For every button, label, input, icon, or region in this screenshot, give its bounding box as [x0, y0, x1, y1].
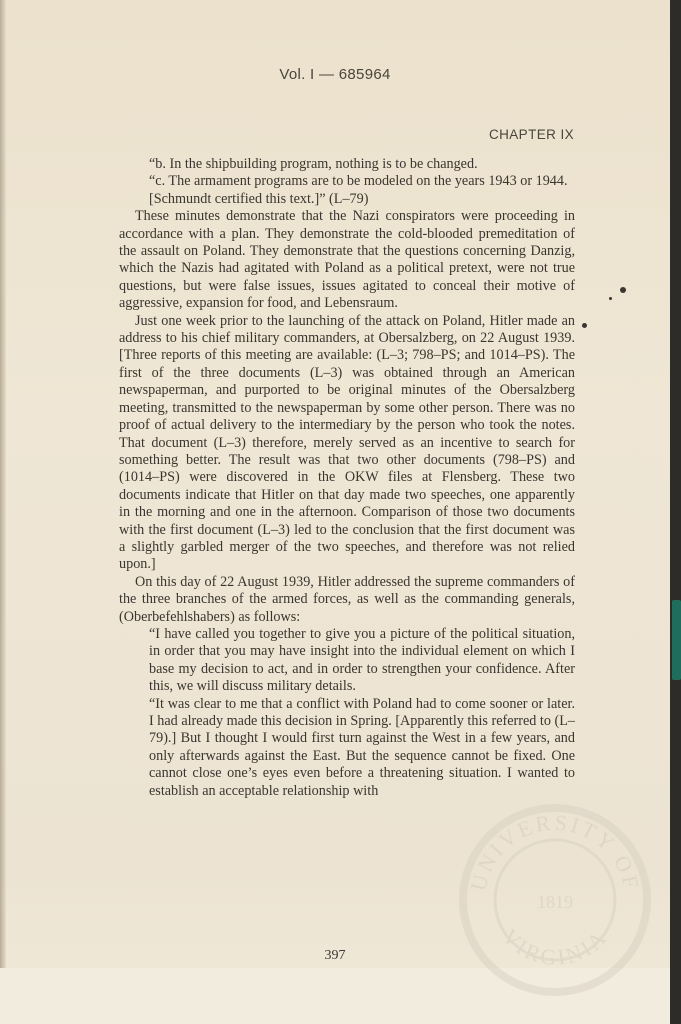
svg-text:1819: 1819	[537, 892, 573, 912]
page-edge	[0, 0, 6, 1024]
paragraph: “I have called you together to give you a picture of the political situation, in order that you may have insight into the individual element on which I base my decision to act, and in order to strengthen your confidence. After this, we will discuss military details.	[149, 625, 575, 695]
running-header: Vol. I — 685964	[279, 66, 391, 83]
ink-speck	[609, 297, 612, 300]
edge-tab	[672, 600, 681, 680]
paragraph: [Schmundt certified this text.]” (L–79)	[149, 190, 369, 207]
paragraph: Just one week prior to the launching of the attack on Poland, Hitler made an address to his chief military commanders, at Obersalzberg, on 22 August 1939. [Three reports of this meeting are available: (L–3; 798–PS; and 1014–PS). The first of the three documents (L–3) was obtained through an American newspaperman, and purported to be original minutes of the Obersalzberg meeting, transmitted to the newspaperman by some other person. There was no proof of actual delivery to the intermediary by the person who took the notes. That document (L–3) therefore, merely served as an incentive to search for something better. The result was that two other documents (798–PS) and (1014–PS) were discovered in the OKW files at Flensberg. These two documents indicate that Hitler on that day made two speeches, one apparently in the morning and one in the afternoon. Comparison of those two documents with the first document (L–3) led to the conclusion that the first document was a slightly garbled merger of the two speeches, and therefore was not relied upon.]	[119, 312, 575, 573]
paragraph: “It was clear to me that a conflict with Poland had to come sooner or later. I had already made this decision in Spring. [Apparently this referred to (L–79).] But I thought I would first turn against the West in a few years, and only afterwards against the East. But the sequence cannot be fixed. One cannot close one’s eyes even before a threatening situation. I wanted to establish an acceptable relationship with	[149, 695, 575, 799]
paragraph: These minutes demonstrate that the Nazi conspirators were proceeding in accordance with a plan. They demonstrate the cold-blooded premeditation of the assault on Poland. They demonstrate that the questions concerning Danzig, which the Nazis had agitated with Poland as a political pretext, were not true questions, but were false issues, issues agitated to conceal their motive of aggressive, expansion for food, and Lebensraum.	[119, 208, 575, 312]
ink-speck	[620, 287, 626, 293]
library-seal-stamp	[455, 800, 655, 1000]
paragraph: On this day of 22 August 1939, Hitler addressed the supreme commanders of the three branches of the armed forces, as well as the commanding generals, (Oberbefehlshabers) as follows:	[119, 573, 575, 625]
svg-text:VIRGINIA: VIRGINIA	[497, 923, 613, 971]
chapter-heading: CHAPTER IX	[488, 127, 574, 142]
svg-text:UNIVERSITY OF: UNIVERSITY OF	[465, 809, 645, 894]
ink-speck	[582, 323, 587, 328]
body-text	[119, 156, 575, 800]
paragraph: “c. The armament programs are to be modeled on the years 1943 or 1944.	[149, 173, 568, 190]
paragraph: “b. In the shipbuilding program, nothing is to be changed.	[149, 156, 478, 172]
page-number: 397	[324, 948, 346, 963]
